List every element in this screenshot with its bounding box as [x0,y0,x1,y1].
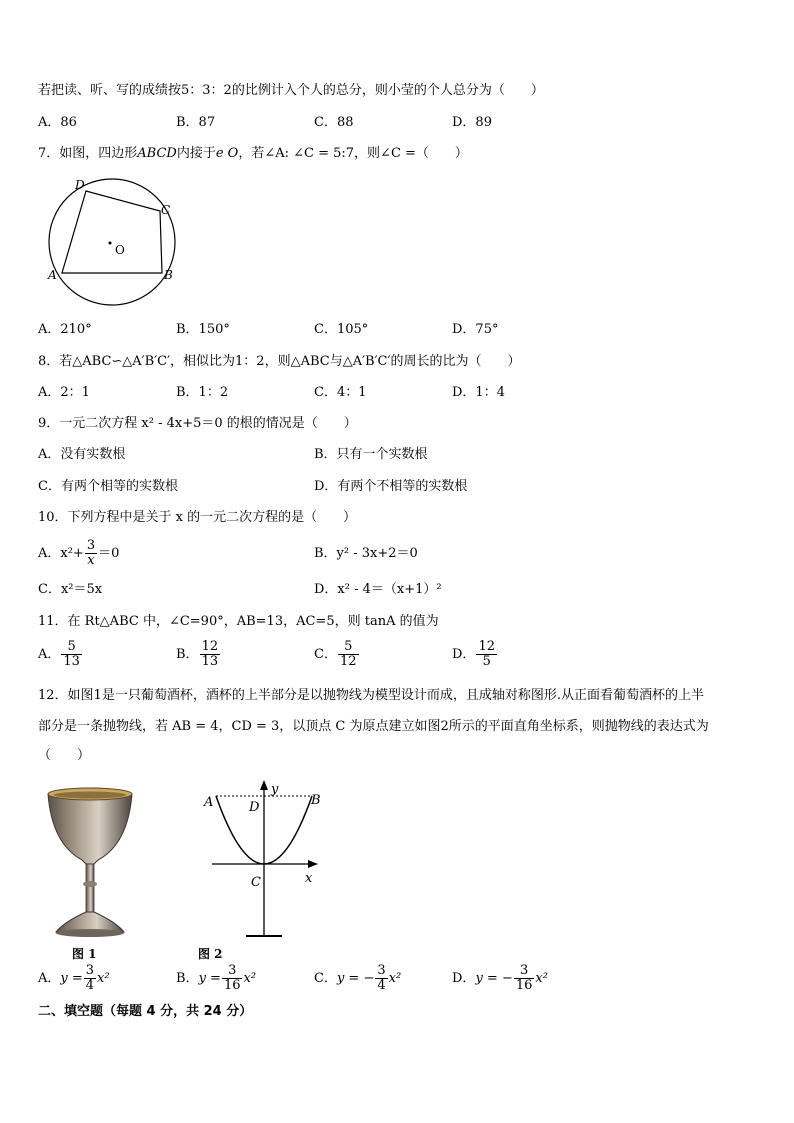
fraction-denominator: 5 [482,654,491,669]
q7-option-b: B．150° [176,322,230,337]
cup-inner [54,792,126,799]
label-d: D [75,178,85,192]
q11-option-c [314,640,360,669]
q9-option-b: B．只有一个实数根 [314,447,428,462]
base-rim [56,929,124,937]
q8-option-c: C．4：1 [314,385,367,400]
option-fraction [200,640,221,669]
stem-knot [83,881,97,887]
fraction-denominator: 13 [201,654,219,669]
section2-heading: 二、填空题（每题 4 分，共 24 分） [38,1004,253,1019]
wine-glass-photo [44,784,136,944]
option-suffix: x² [243,971,257,986]
q8-option-d: D．1：4 [452,385,505,400]
q9-stem: 9．一元二次方程 x² - 4x+5＝0 的根的情况是（ ） [38,416,357,431]
q8-option-a: A．2：1 [38,385,90,400]
label-c: C [251,875,261,890]
label-a: A [204,795,214,810]
q10-option-a-fraction [85,539,97,568]
q9-option-d: D．有两个不相等的实数根 [314,479,468,494]
label-b: B [311,793,321,808]
figure2-caption: 图 2 [198,947,223,961]
q6-option-d: D．89 [452,115,492,130]
option-label: A． [38,971,61,986]
q12-stem-line1: 12．如图1是一只葡萄酒杯，酒杯的上半部分是以抛物线为模型设计而成，且成轴对称图形.从正面看葡萄酒杯的上半 [38,688,704,703]
q10-option-d: D．x² - 4＝（x+1）² [314,582,442,597]
q10-option-a-suffix: ＝0 [98,546,120,561]
option-fraction [61,640,82,669]
q7-stem-circle: e O [215,146,239,161]
label-a: A [48,268,57,282]
option-label: B． [176,647,199,662]
option-label: D． [452,971,476,986]
label-o: O [115,243,125,257]
fraction-numerator: 3 [86,538,96,553]
q7-option-d: D．75° [452,322,499,337]
q10-stem: 10．下列方程中是关于 x 的一元二次方程的是（ ） [38,510,357,525]
label-c: C [161,203,171,217]
q7-stem [38,146,468,162]
q10-option-c: C．x²＝5x [38,582,103,597]
label-b: B [164,268,173,282]
fraction-numerator: 12 [478,639,495,654]
option-fraction [338,640,359,669]
fraction-numerator: 5 [61,640,82,655]
option-suffix: x² [388,971,402,986]
option-prefix: y = [198,971,221,986]
quadrilateral-abcd [62,191,162,273]
q12-option-a [38,964,110,993]
option-fraction [476,640,497,669]
fraction-numerator: 3 [85,963,95,978]
cup-stem [86,864,94,914]
figure1-caption: 图 1 [72,947,97,961]
fraction-denominator: x [87,553,95,568]
q8-stem: 8．若△ABC∽△A′B′C′，相似比为1：2，则△ABC与△A′B′C′的周长的比为（ ） [38,354,521,369]
fraction-denominator: 13 [63,654,80,669]
label-y: y [271,782,279,797]
option-label: C． [314,647,337,662]
q6-option-a: A．86 [38,115,77,130]
q7-stem-mid: 内接于 [176,146,216,161]
option-fraction [84,964,96,993]
x-axis-arrow [308,860,318,868]
fraction-denominator: 16 [223,978,241,993]
fraction-numerator: 3 [514,964,535,979]
q7-option-a: A．210° [38,322,92,337]
option-label: B． [176,971,199,986]
option-suffix: x² [97,971,110,986]
option-fraction [222,964,243,993]
y-axis-arrow [260,780,268,790]
q7-stem-prefix: 7．如图，四边形 [38,146,138,161]
q11-option-d [452,640,498,669]
option-label: C． [314,971,337,986]
option-label: D． [452,647,476,662]
q12-option-d [452,964,548,993]
q9-option-a: A．没有实数根 [38,447,126,462]
fraction-denominator: 4 [377,978,386,993]
q11-stem: 11．在 Rt△ABC 中，∠C=90°，AB=13，AC=5，则 tanA 的值为 [38,614,439,629]
fraction-denominator: 16 [515,978,533,993]
q12-stem-line3: （ ） [38,748,91,763]
label-d: D [249,800,260,815]
q7-circle-figure [40,172,190,312]
q7-stem-cond: ，若∠A: ∠C = 5:7，则∠C =（ ） [238,146,468,161]
option-fraction [514,964,535,993]
q9-option-c: C．有两个相等的实数根 [38,479,178,494]
center-point [109,242,112,245]
fraction-numerator: 12 [201,639,219,654]
q10-option-a-prefix: A．x²+ [38,546,84,561]
option-fraction [375,964,387,993]
q8-option-b: B．1：2 [176,385,229,400]
q11-option-b [176,640,221,669]
q7-stem-abcd: ABCD [137,146,177,161]
q10-option-a [38,539,119,568]
q7-option-c: C．105° [314,322,369,337]
fraction-numerator: 3 [222,964,243,979]
q12-option-c [314,964,401,993]
q6-option-c: C．88 [314,115,354,130]
q12-stem-line2: 部分是一条抛物线，若 AB = 4，CD = 3，以顶点 C 为原点建立如图2所示的平面直角坐标系，则抛物线的表达式为 [38,719,709,734]
q6-option-b: B．87 [176,115,216,130]
q10-option-b: B．y² - 3x+2＝0 [314,546,418,561]
fraction-denominator: 12 [339,654,357,669]
fraction-numerator: 3 [377,963,386,978]
fraction-denominator: 4 [85,978,95,993]
q12-option-b [176,964,256,993]
option-suffix: x² [535,971,548,986]
parabola-figure [196,778,326,940]
fraction-numerator: 5 [338,640,359,655]
option-prefix: y = [60,971,83,986]
label-x: x [305,871,313,886]
q6-stem: 若把读、听、写的成绩按5：3：2的比例计入个人的总分，则小莹的个人总分为（ ） [38,83,544,98]
q11-option-a [38,640,83,669]
option-prefix: y = − [336,971,375,986]
option-prefix: y = − [475,971,513,986]
option-label: A． [38,647,61,662]
